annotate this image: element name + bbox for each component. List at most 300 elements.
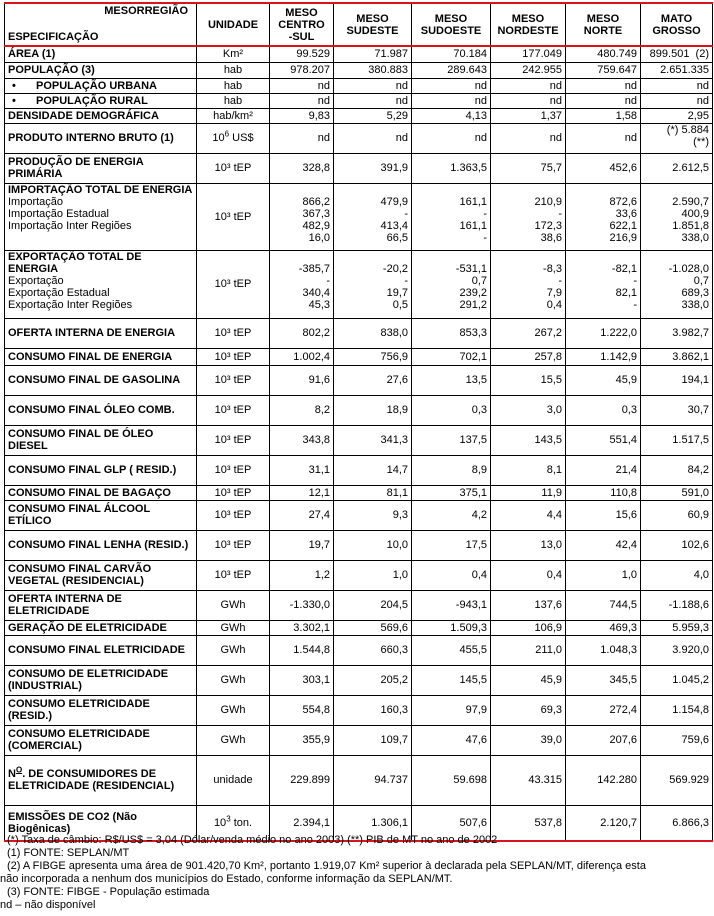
value-cell	[491, 590, 566, 620]
value-text: 452,6	[609, 162, 637, 174]
row-label-text: OFERTA INTERNA DE ENERGIA	[8, 327, 176, 339]
value-cell	[412, 365, 491, 395]
value-line: -	[633, 274, 637, 287]
value-cell	[270, 62, 334, 78]
value-text: 2.120,7	[600, 816, 637, 829]
value-cell	[412, 500, 491, 530]
value-cell	[641, 635, 713, 665]
value-cell	[641, 665, 713, 695]
row-label-text: POPULAÇÃO (3)	[8, 64, 95, 76]
row-label-text: CONSUMO FINAL ÁLCOOL ETÍLICO	[8, 503, 150, 527]
value-text: 69,3	[540, 704, 562, 716]
value-cell	[412, 590, 491, 620]
value-line: 479,9	[380, 195, 408, 208]
value-line: 400,9	[681, 207, 709, 220]
value-text: 380.883	[368, 64, 408, 76]
value-text: 4,4	[546, 509, 562, 521]
value-cell	[491, 123, 566, 153]
row-label	[5, 425, 197, 455]
value-cell	[641, 620, 713, 635]
value-cell	[334, 108, 412, 123]
unit-base: 10	[213, 816, 227, 829]
value-cell	[566, 560, 641, 590]
row-label-text: CONSUMO FINAL LENHA (RESID.)	[8, 539, 189, 551]
value-text: 744,5	[609, 599, 637, 611]
row-unit: GWh	[197, 590, 270, 620]
value-text: 13,5	[465, 374, 487, 386]
row-unit: 10³ tEP	[197, 250, 270, 318]
value-cell	[412, 153, 491, 183]
value-cell	[641, 590, 713, 620]
row-label	[5, 500, 197, 530]
header-col-line: -SUL	[288, 30, 315, 43]
row-sublabel: Exportação	[8, 274, 64, 287]
value-text: 375,1	[459, 486, 487, 499]
row-unit: 10³ tEP	[197, 395, 270, 425]
value-cell	[334, 78, 412, 93]
value-line: -8,3	[543, 262, 562, 275]
value-text: 0,3	[471, 404, 487, 416]
value-cell	[641, 348, 713, 365]
row-unit: hab	[197, 78, 270, 93]
value-cell	[412, 530, 491, 560]
value-cell	[270, 725, 334, 755]
value-cell	[491, 348, 566, 365]
value-text: 15,5	[540, 374, 562, 386]
table-row	[5, 348, 713, 365]
value-cell	[491, 93, 566, 108]
value-line: 161,1	[459, 219, 487, 232]
value-cell	[270, 250, 334, 318]
value-line: 340,4	[302, 286, 330, 299]
value-cell	[412, 560, 491, 590]
value-text: 0,4	[546, 569, 562, 581]
value-line: 872,6	[609, 195, 637, 208]
value-cell	[566, 500, 641, 530]
value-cell	[491, 395, 566, 425]
value-text: 267,2	[534, 327, 562, 339]
row-unit	[197, 123, 270, 153]
header-unidade: UNIDADE	[197, 3, 270, 46]
value-cell	[412, 318, 491, 348]
row-unit: 10³ tEP	[197, 425, 270, 455]
header-col-line: GROSSO	[652, 24, 701, 37]
value-text: 3,0	[546, 404, 562, 416]
value-cell	[566, 620, 641, 635]
value-line: 172,3	[534, 219, 562, 232]
row-unit: 10³ tEP	[197, 153, 270, 183]
value-cell	[641, 425, 713, 455]
header-col-line: NORTE	[583, 24, 623, 37]
value-cell	[412, 725, 491, 755]
row-label-text: PRODUTO INTERNO BRUTO (1)	[8, 132, 174, 144]
row-unit: GWh	[197, 725, 270, 755]
row-unit: hab	[197, 62, 270, 78]
value-line: 210,9	[534, 195, 562, 208]
value-cell	[566, 455, 641, 485]
value-cell	[334, 485, 412, 500]
value-line: 161,1	[459, 195, 487, 208]
row-label	[5, 620, 197, 635]
value-text: 978.207	[290, 64, 330, 76]
value-cell	[334, 725, 412, 755]
row-unit: 10³ tEP	[197, 365, 270, 395]
row-unit: hab/km²	[197, 108, 270, 123]
value-text: 12,1	[308, 486, 330, 499]
value-cell	[641, 108, 713, 123]
value-line: 7,9	[546, 286, 562, 299]
value-line: -	[558, 274, 562, 287]
value-text: 18,9	[386, 404, 408, 416]
value-text: 229.899	[290, 774, 330, 786]
value-text: 142.280	[597, 774, 637, 786]
value-text: 3.862,1	[672, 350, 709, 363]
value-cell	[566, 395, 641, 425]
table-row	[5, 725, 713, 755]
value-line: -	[326, 274, 330, 287]
value-cell	[491, 635, 566, 665]
value-text: 8,2	[314, 404, 330, 416]
value-cell	[334, 62, 412, 78]
value-cell	[270, 108, 334, 123]
value-cell	[412, 62, 491, 78]
value-text: 109,7	[380, 734, 408, 746]
value-line: 866,2	[302, 195, 330, 208]
value-cell	[566, 365, 641, 395]
value-cell	[566, 183, 641, 250]
value-cell	[491, 725, 566, 755]
value-line: -	[483, 231, 487, 244]
value-text: 137,5	[459, 434, 487, 446]
row-label-text: . DE CONSUMIDORES DE ELETRICIDADE (RESIDENCIAL)	[8, 768, 175, 792]
value-line: 622,1	[609, 219, 637, 232]
value-text: 1.142,9	[600, 350, 637, 363]
value-cell	[270, 635, 334, 665]
value-text: 328,8	[302, 162, 330, 174]
bullet-icon: •	[12, 94, 16, 107]
value-cell	[270, 93, 334, 108]
value-text: (*) 5.884	[666, 123, 709, 136]
value-text: nd	[317, 79, 330, 92]
value-cell	[270, 755, 334, 805]
table-row	[5, 590, 713, 620]
value-cell	[566, 485, 641, 500]
value-line: 239,2	[459, 286, 487, 299]
value-text: nd	[317, 132, 330, 144]
value-text: 17,5	[465, 539, 487, 551]
header-col-line: MESO	[434, 12, 468, 25]
row-label-text: CONSUMO ELETRICIDADE (RESID.)	[8, 698, 150, 722]
table-row	[5, 755, 713, 805]
value-text: 81,1	[386, 486, 408, 499]
value-text: 43.315	[528, 774, 562, 786]
value-text: 39,0	[540, 734, 562, 746]
value-cell	[641, 695, 713, 725]
row-unit: 10³ tEP	[197, 560, 270, 590]
value-text: 591,0	[681, 486, 709, 499]
value-text: 13,0	[540, 539, 562, 551]
value-cell	[412, 485, 491, 500]
value-cell	[641, 62, 713, 78]
value-text: 6.866,3	[672, 816, 709, 829]
value-cell	[641, 725, 713, 755]
value-text: 5,29	[386, 109, 408, 122]
row-label	[5, 590, 197, 620]
row-label-text: OFERTA INTERNA DE ELETRICIDADE	[8, 593, 122, 617]
value-text: 145,5	[459, 674, 487, 686]
value-cell	[412, 78, 491, 93]
value-cell	[566, 635, 641, 665]
value-text: 91,6	[308, 374, 330, 386]
value-text: 756,9	[380, 350, 408, 363]
row-label-text: IMPORTAÇÃO TOTAL DE ENERGIA	[8, 183, 193, 196]
value-text: 838,0	[380, 327, 408, 339]
table-row	[5, 560, 713, 590]
value-text: 42,4	[615, 539, 637, 551]
value-text: 802,2	[302, 327, 330, 339]
value-text: 4,13	[465, 109, 487, 122]
value-cell	[491, 620, 566, 635]
value-cell	[334, 318, 412, 348]
row-sublabel: Importação Inter Regiões	[8, 219, 132, 232]
row-label	[5, 318, 197, 348]
value-text: 204,5	[380, 599, 408, 611]
row-label	[5, 250, 197, 318]
value-text: nd	[395, 79, 408, 92]
value-cell	[491, 183, 566, 250]
row-label	[5, 93, 197, 108]
value-cell	[491, 500, 566, 530]
value-cell	[270, 560, 334, 590]
value-line: 413,4	[380, 219, 408, 232]
value-text: 4,0	[693, 569, 709, 581]
header-especificacao-label: ESPECIFICAÇÃO	[8, 31, 99, 43]
value-cell	[566, 153, 641, 183]
table-row	[5, 183, 713, 250]
row-label-text: DENSIDADE DEMOGRÁFICA	[8, 109, 159, 122]
value-text: 289.643	[447, 64, 487, 76]
value-text: 160,3	[380, 704, 408, 716]
unit-exponent: 6	[224, 129, 230, 139]
value-cell	[566, 725, 641, 755]
header-col	[566, 3, 641, 46]
table-row	[5, 318, 713, 348]
table-row	[5, 665, 713, 695]
value-text: 47,6	[465, 734, 487, 746]
value-cell	[334, 620, 412, 635]
value-line: 16,0	[308, 231, 330, 244]
value-text: 15,6	[615, 509, 637, 521]
value-cell	[566, 62, 641, 78]
value-cell	[491, 108, 566, 123]
header-col-line: SUDOESTE	[420, 24, 482, 37]
value-line: -385,7	[298, 262, 330, 275]
value-text: nd	[474, 132, 487, 144]
table-row	[5, 455, 713, 485]
value-line: 66,5	[386, 231, 408, 244]
value-cell	[566, 665, 641, 695]
value-line: 338,0	[681, 298, 709, 311]
value-cell	[412, 395, 491, 425]
value-cell	[566, 250, 641, 318]
value-cell	[412, 425, 491, 455]
row-label-text: CONSUMO FINAL CARVÃO VEGETAL (RESIDENCIAL)	[8, 563, 152, 587]
value-text: 1.154,8	[672, 704, 709, 716]
value-cell	[334, 560, 412, 590]
value-text: 10,0	[386, 539, 408, 551]
value-text: 3.302,1	[293, 621, 330, 634]
value-text: 345,5	[609, 674, 637, 686]
value-cell	[491, 318, 566, 348]
value-cell	[641, 485, 713, 500]
value-text: 110,8	[610, 486, 637, 499]
value-text: nd	[696, 94, 709, 107]
value-cell	[641, 500, 713, 530]
value-text: 1,37	[540, 109, 562, 122]
footnote: (1) FONTE: SEPLAN/MT	[7, 847, 130, 859]
value-text: 30,7	[687, 404, 709, 416]
header-col-line: MESO	[356, 12, 389, 25]
value-cell	[641, 250, 713, 318]
value-text: 1.509,3	[450, 621, 487, 634]
header-col-line: MESO	[285, 6, 318, 19]
row-label	[5, 365, 197, 395]
value-text: 27,4	[308, 509, 330, 521]
value-text: 1,0	[392, 569, 408, 581]
value-cell	[270, 395, 334, 425]
value-text: 137,6	[534, 599, 562, 611]
value-cell	[270, 425, 334, 455]
value-text: nd	[549, 94, 562, 107]
value-cell	[334, 365, 412, 395]
row-label-text: POPULAÇÃO RURAL	[36, 94, 148, 107]
value-text: nd	[474, 79, 487, 92]
value-cell	[270, 78, 334, 93]
header-col	[334, 3, 412, 46]
value-text: 75,7	[540, 162, 562, 174]
value-text: 106,9	[534, 621, 562, 634]
row-unit: 10³ tEP	[197, 318, 270, 348]
value-text: 1.222,0	[600, 327, 637, 339]
value-cell	[412, 455, 491, 485]
value-text: 143,5	[534, 434, 562, 446]
header-especificacao	[5, 3, 197, 46]
value-text: 899.501 (2)	[649, 48, 709, 61]
table-row	[5, 500, 713, 530]
value-cell	[334, 183, 412, 250]
row-unit: GWh	[197, 665, 270, 695]
value-line: 338,0	[681, 231, 709, 244]
value-text: 97,9	[465, 704, 487, 716]
value-text: 759.647	[597, 64, 637, 76]
value-text: nd	[624, 79, 637, 92]
value-cell	[270, 183, 334, 250]
value-text: 551,4	[609, 434, 637, 446]
value-line: 45,3	[308, 298, 330, 311]
header-col	[641, 3, 713, 46]
value-cell	[491, 46, 566, 62]
row-label	[5, 485, 197, 500]
value-text: 1.363,5	[450, 162, 487, 174]
label-prefix: N	[8, 768, 16, 780]
table-row	[5, 695, 713, 725]
header-col-line: MESO	[586, 12, 620, 25]
value-text: nd	[696, 79, 709, 92]
value-cell	[491, 560, 566, 590]
row-label-text: CONSUMO FINAL DE ENERGIA	[8, 350, 173, 363]
value-cell	[334, 695, 412, 725]
value-cell	[641, 123, 713, 153]
row-unit: hab	[197, 93, 270, 108]
footnote: (3) FONTE: FIBGE - População estimada	[7, 886, 210, 898]
value-text: 9,83	[308, 109, 330, 122]
value-cell	[491, 153, 566, 183]
value-line: 33,6	[615, 207, 637, 220]
row-label-text: CONSUMO FINAL DE GASOLINA	[8, 374, 181, 386]
value-line: -	[483, 207, 487, 220]
value-cell	[491, 485, 566, 500]
value-text: -1.330,0	[289, 599, 330, 611]
row-label	[5, 725, 197, 755]
value-line: -20,2	[382, 262, 408, 275]
row-label	[5, 78, 197, 93]
value-cell	[334, 46, 412, 62]
value-text: 2.651.335	[660, 64, 709, 76]
value-line: 1.851,8	[672, 219, 709, 232]
value-text: nd	[549, 79, 562, 92]
row-label	[5, 62, 197, 78]
row-unit: 10³ tEP	[197, 530, 270, 560]
row-unit: 10³ tEP	[197, 348, 270, 365]
row-unit: GWh	[197, 635, 270, 665]
row-label	[5, 46, 197, 62]
header-col-line: MATO	[660, 12, 693, 25]
footnotes	[0, 834, 714, 912]
value-cell	[270, 318, 334, 348]
value-cell	[334, 530, 412, 560]
table-row	[5, 395, 713, 425]
row-label-text: CONSUMO DE ELETRICIDADE (INDUSTRIAL)	[8, 668, 169, 692]
table-row	[5, 93, 713, 108]
table-row	[5, 78, 713, 93]
value-line: 82,1	[615, 286, 637, 299]
row-label-text: CONSUMO FINAL ÓLEO COMB.	[8, 404, 175, 416]
value-text: 8,9	[471, 464, 487, 476]
footnote: não incorporada a nenhum dos municípios do Estado, conforme informação da SEPLAN/MT.	[0, 873, 453, 885]
row-label	[5, 635, 197, 665]
value-cell	[566, 755, 641, 805]
value-text: 0,4	[471, 569, 487, 581]
value-line: 0,7	[471, 274, 487, 287]
value-cell	[334, 425, 412, 455]
table-row	[5, 62, 713, 78]
value-text: nd	[395, 94, 408, 107]
value-cell	[412, 183, 491, 250]
value-line: 0,5	[392, 298, 408, 311]
row-label	[5, 455, 197, 485]
value-cell	[491, 425, 566, 455]
value-cell	[641, 755, 713, 805]
row-label	[5, 755, 197, 805]
value-text: -1.188,6	[668, 599, 709, 611]
table-row	[5, 153, 713, 183]
row-label	[5, 108, 197, 123]
value-cell	[334, 153, 412, 183]
value-text: 272,4	[609, 704, 637, 716]
value-text: 3.920,0	[672, 644, 709, 656]
value-text: 99.529	[296, 48, 330, 61]
row-label-text: EMISSÕES DE CO2 (Não Biogênicas)	[8, 810, 137, 835]
